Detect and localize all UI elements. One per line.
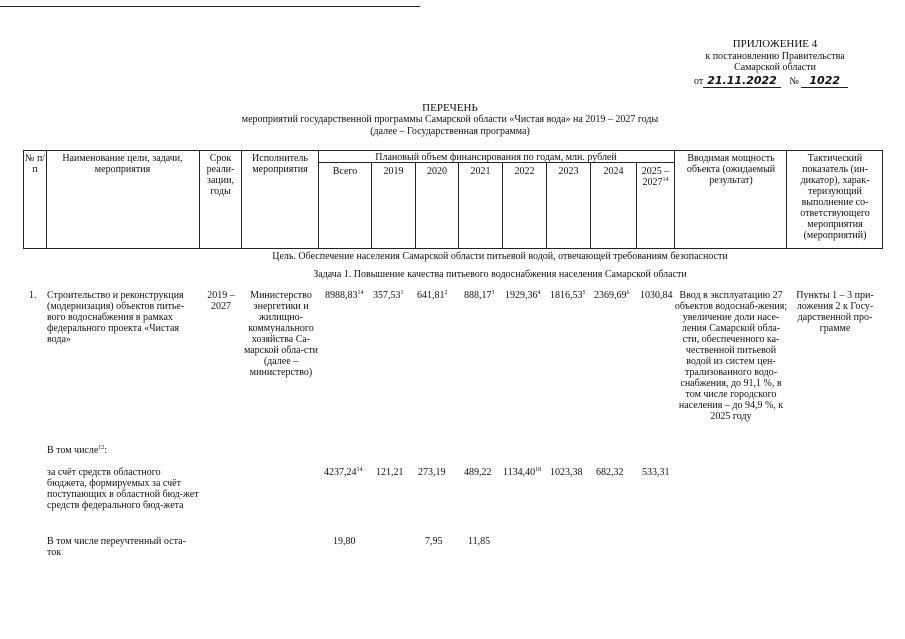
row1-total-sup: 14 — [357, 290, 364, 296]
header-num: № п/п — [24, 153, 46, 175]
appendix-line1: к постановлению Правительства — [705, 50, 845, 62]
header-2019: 2019 — [383, 166, 404, 177]
row2-2020: 273,19 — [418, 467, 446, 478]
row1-2020-sup: 2 — [444, 290, 448, 296]
row1-executor: Министерство энергетики и жилищно-коммунального хозяйства Са-марской обла-сти (далее – министерство) — [243, 290, 319, 378]
appendix-from: от — [694, 75, 704, 87]
row1-2019 — [373, 290, 404, 302]
header-total: Всего — [332, 166, 358, 177]
row1-term: 2019 – 2027 — [207, 290, 235, 312]
header-2021: 2021 — [470, 166, 491, 177]
row3-total: 19,80 — [333, 536, 356, 547]
including-sup: 12 — [98, 445, 105, 451]
row2-2019: 121,21 — [376, 467, 404, 478]
row1-num: 1. — [29, 290, 37, 301]
appendix-line2: Самарской области — [734, 62, 816, 74]
header-2022: 2022 — [514, 166, 535, 177]
header-indicator: Тактический показатель (ин-дикатор), харак-теризующий выполнение со-ответствующего мероприятия (мероприятий) — [800, 153, 870, 241]
row3-2021: 11,85 — [468, 536, 491, 547]
row1-2021-value: 888,17 — [464, 290, 492, 301]
including-label — [47, 445, 107, 457]
row2-2023: 1023,38 — [550, 467, 583, 478]
row2-2022-value: 1134,40 — [503, 467, 536, 478]
row2-2022-sup: 18 — [535, 467, 542, 473]
appendix-date: 21.11.2022 — [703, 74, 781, 88]
header-2025-2027 — [637, 166, 674, 188]
row1-2023-sup: 5 — [582, 290, 586, 296]
scan-top-line — [0, 6, 420, 7]
including-text: В том числе — [47, 445, 99, 456]
header-2025-sup: 14 — [662, 177, 669, 183]
header-2020: 2020 — [427, 166, 447, 177]
header-capacity: Вводимая мощность объекта (ожидаемый результат) — [686, 153, 776, 186]
header-executor: Исполнитель мероприятия — [252, 153, 308, 175]
appendix-title: ПРИЛОЖЕНИЕ 4 — [732, 38, 818, 50]
row1-capacity: Ввод в эксплуатацию 27 объектов водоснаб-жения; увеличение доли насе-ления Самарской обла-сти, обеспеченного ка-чественной питьевой водой из систем цен-трализованного водо-снабжения, до 91,1 %, в том числе городского населения – до 94,9 %, к 2025 году — [674, 290, 788, 422]
row1-2023 — [550, 290, 586, 302]
header-2023: 2023 — [558, 166, 579, 177]
row2-total-sup: 14 — [356, 467, 363, 473]
row1-2019-value: 357,53 — [373, 290, 401, 301]
row1-total-value: 8988,83 — [325, 290, 358, 301]
row1-2024-sup: 6 — [626, 290, 630, 296]
row1-2022 — [505, 290, 541, 302]
row1-2019-sup: 1 — [400, 290, 404, 296]
appendix-date-line — [690, 75, 860, 88]
row2-name: за счёт средств областного бюджета, формируемых за счёт поступающих в областной бюд-жет средств федерального бюд-жета — [47, 467, 199, 511]
row2-2021: 489,22 — [464, 467, 492, 478]
header-name: Наименование цели, задачи, мероприятия — [62, 153, 183, 175]
header-term: Срок реали-зации, годы — [206, 153, 235, 197]
row3-2020: 7,95 — [425, 536, 443, 547]
row2-total — [324, 467, 363, 479]
row1-2025: 1030,84 — [640, 290, 673, 301]
header-funding: Плановый объем финансирования по годам, млн. рублей — [375, 152, 617, 163]
task-text: Задача 1. Повышение качества питьевого водоснабжения населения Самарской области — [313, 269, 687, 280]
doc-subtitle: мероприятий государственной программы Самарской области «Чистая вода» на 2019 – 2027 годы — [241, 114, 659, 125]
row1-total — [325, 290, 364, 302]
row1-2020-value: 641,81 — [417, 290, 445, 301]
row2-2022 — [503, 467, 541, 479]
row1-2021-sup: 3 — [491, 290, 495, 296]
row3-name: В том числе переучтенный оста-ток — [47, 536, 186, 558]
header-2024: 2024 — [603, 166, 624, 177]
row1-2021 — [464, 290, 495, 302]
doc-title: ПЕРЕЧЕНЬ — [422, 102, 478, 114]
row1-2020 — [417, 290, 448, 302]
row2-total-value: 4237,24 — [324, 467, 357, 478]
appendix-number: 1022 — [801, 74, 848, 88]
goal-text: Цель. Обеспечение населения Самарской области питьевой водой, отвечающей требованиям безопасности — [272, 251, 728, 262]
row2-2024: 682,32 — [596, 467, 624, 478]
appendix-block — [690, 38, 860, 87]
doc-subtitle2: (далее – Государственная программа) — [370, 126, 530, 137]
row1-2024-value: 2369,69 — [594, 290, 627, 301]
including-colon: : — [104, 445, 108, 456]
row1-2023-value: 1816,53 — [550, 290, 583, 301]
row2-2025: 533,31 — [642, 467, 670, 478]
header-2025-label: 2025 – 2027 — [641, 166, 670, 188]
row1-2022-value: 1929,36 — [505, 290, 538, 301]
row1-2022-sup: 4 — [537, 290, 541, 296]
row1-2024 — [594, 290, 630, 302]
row1-name: Строительство и реконструкция (модернизация) объектов питье-вого водоснабжения в рамках федерального проекта «Чистая вода» — [47, 290, 185, 345]
row1-indicator: Пункты 1 – 3 при-ложения 2 к Госу-дарственной про-грамме — [796, 290, 874, 334]
appendix-num-label: № — [789, 75, 799, 87]
